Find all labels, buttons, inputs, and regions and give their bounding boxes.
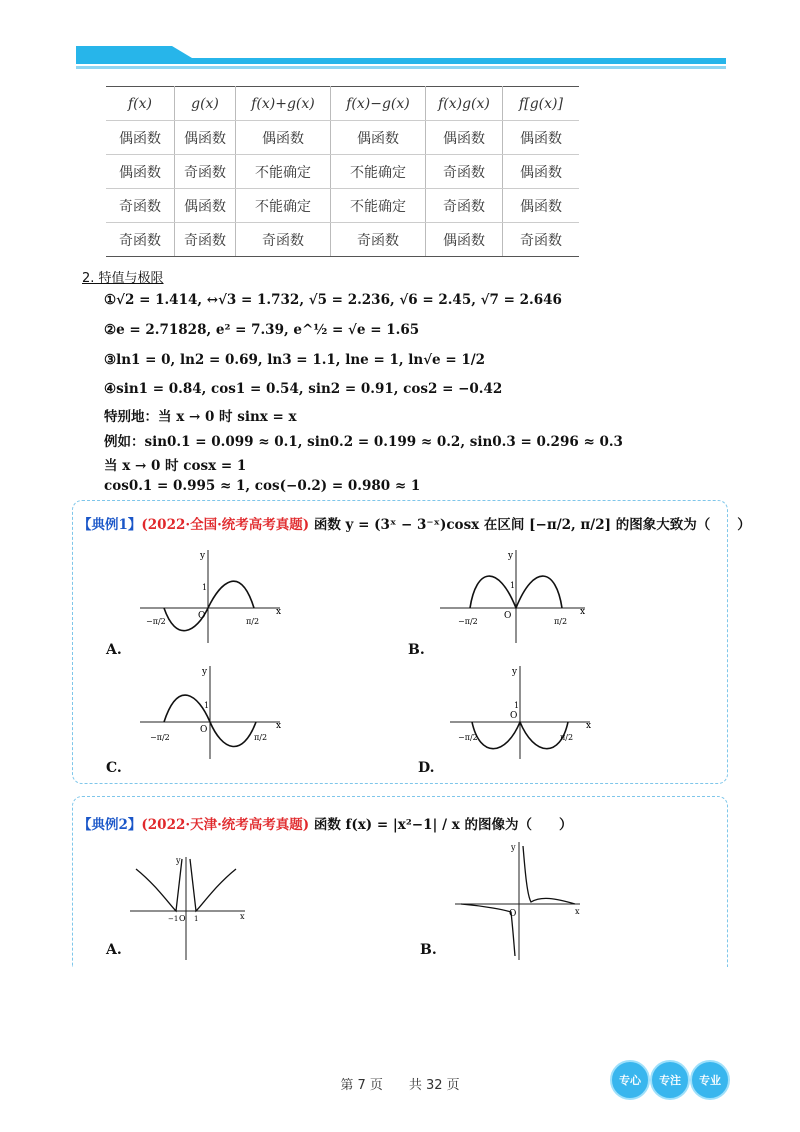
x-label: x	[586, 721, 592, 731]
table-cell: 奇函数	[426, 155, 503, 189]
example-1-title	[78, 513, 751, 533]
table-cell: 偶函数	[426, 121, 503, 155]
pi-2-label: π/2	[254, 733, 268, 742]
curve-left	[136, 859, 182, 911]
table-row	[106, 223, 579, 257]
badge-group	[610, 1060, 730, 1098]
x-label: x	[240, 912, 245, 921]
badge-professional: 专业	[690, 1060, 730, 1100]
one-label: 1	[194, 915, 199, 923]
table-cell: 不能确定	[331, 189, 426, 223]
table-cell: 偶函数	[236, 121, 331, 155]
option-c-label: C.	[106, 760, 122, 776]
graph-d	[450, 664, 600, 759]
table-header: f(x)+g(x)	[236, 87, 331, 121]
y-label: y	[512, 667, 518, 677]
table-cell: 偶函数	[175, 121, 236, 155]
table-cell: 奇函数	[331, 223, 426, 257]
curve-left	[461, 904, 515, 956]
table-cell: 不能确定	[331, 155, 426, 189]
pi-2-label: π/2	[560, 733, 574, 742]
option-2b-label: B.	[420, 942, 437, 958]
table-cell: 不能确定	[236, 189, 331, 223]
neg-pi-2-label: −π/2	[458, 617, 478, 626]
x-label: x	[276, 607, 282, 617]
x-label: x	[575, 907, 580, 916]
table-cell: 奇函数	[426, 189, 503, 223]
y-label: y	[511, 843, 516, 852]
curve-right	[190, 859, 236, 911]
badge-concentrate: 专注	[650, 1060, 690, 1100]
y-label: y	[202, 667, 208, 677]
table-row	[106, 121, 579, 155]
one-label: 1	[514, 701, 520, 710]
neg-pi-2-label: −π/2	[146, 617, 166, 626]
table-header: f[g(x)]	[503, 87, 580, 121]
table-header: f(x)	[106, 87, 175, 121]
table-row	[106, 155, 579, 189]
fact-line-4: ④sin1 = 0.84, cos1 = 0.54, sin2 = 0.91, cos2 = −0.42	[104, 381, 503, 397]
x-label: x	[580, 607, 586, 617]
graph-2a	[130, 855, 250, 960]
section-title: 2. 特值与极限	[82, 271, 164, 286]
neg-pi-2-label: −π/2	[458, 733, 478, 742]
option-b-label: B.	[408, 642, 425, 658]
example-2-title	[78, 813, 572, 833]
option-2a-label: A.	[106, 942, 122, 958]
origin-label: O	[510, 711, 518, 721]
pi-2-label: π/2	[246, 617, 260, 626]
graph-b	[440, 548, 590, 643]
table-cell: 偶函数	[175, 189, 236, 223]
graph-c	[140, 664, 290, 759]
one-label: 1	[510, 581, 516, 590]
origin-label: O	[179, 914, 186, 923]
fact-line-3: ③ln1 = 0, ln2 = 0.69, ln3 = 1.1, lne = 1, ln√e = 1/2	[104, 352, 486, 368]
example-2-question: 函数 f(x) = |x²−1| / x 的图像为（ ）	[313, 817, 573, 833]
option-a-label: A.	[106, 642, 122, 658]
table-cell: 偶函数	[426, 223, 503, 257]
origin-label: O	[198, 611, 206, 621]
y-label: y	[176, 856, 181, 865]
option-d-label: D.	[418, 760, 435, 776]
graph-2b	[455, 840, 585, 960]
fact-line-1: ①√2 = 1.414, ↔√3 = 1.732, √5 = 2.236, √6 = 2.45, √7 = 2.646	[104, 292, 562, 308]
origin-label: O	[504, 611, 512, 621]
example-1-source: (2022·全国·统考高考真题)	[141, 517, 310, 533]
fact-line-7: 当 x → 0 时 cosx = 1	[104, 458, 247, 474]
header-bar	[76, 46, 726, 70]
table-cell: 奇函数	[106, 189, 175, 223]
badge-focus-heart: 专心	[610, 1060, 650, 1100]
x-label: x	[276, 721, 282, 731]
curve	[164, 581, 254, 630]
y-label: y	[508, 551, 514, 561]
curve-right	[523, 846, 575, 904]
table-cell: 偶函数	[503, 189, 580, 223]
table-cell: 奇函数	[175, 223, 236, 257]
table-header: g(x)	[175, 87, 236, 121]
fact-line-8: cos0.1 = 0.995 ≈ 1, cos(−0.2) = 0.980 ≈ 1	[104, 478, 421, 494]
y-label: y	[200, 551, 206, 561]
pi-2-label: π/2	[554, 617, 568, 626]
one-label: 1	[202, 583, 208, 592]
table-header-row	[106, 87, 579, 121]
table-cell: 偶函数	[331, 121, 426, 155]
table-cell: 奇函数	[175, 155, 236, 189]
graph-a	[140, 548, 290, 643]
table-header: f(x)g(x)	[426, 87, 503, 121]
fact-line-2: ②e = 2.71828, e² = 7.39, e^½ = √e = 1.65	[104, 322, 420, 338]
table-cell: 偶函数	[106, 121, 175, 155]
table-cell: 偶函数	[503, 121, 580, 155]
table-cell: 偶函数	[503, 155, 580, 189]
example-1-question: 函数 y = (3ˣ − 3⁻ˣ)cosx 在区间 [−π/2, π/2] 的图象大致为（ ）	[313, 517, 751, 533]
example-1-tag: 【典例1】	[78, 517, 142, 533]
table-header: f(x)−g(x)	[331, 87, 426, 121]
neg-one-label: −1	[168, 915, 179, 923]
fact-line-5: 特别地：当 x → 0 时 sinx = x	[104, 409, 297, 425]
example-2-source: (2022·天津·统考高考真题)	[141, 817, 310, 833]
example-2-tag: 【典例2】	[78, 817, 142, 833]
table-cell: 偶函数	[106, 155, 175, 189]
page-footer: 第 7 页 共 32 页	[340, 1078, 460, 1093]
origin-label: O	[509, 909, 517, 919]
table-row	[106, 189, 579, 223]
table-cell: 奇函数	[236, 223, 331, 257]
one-label: 1	[204, 701, 210, 710]
fact-line-6: 例如：sin0.1 = 0.099 ≈ 0.1, sin0.2 = 0.199 ≈ 0.2, sin0.3 = 0.296 ≈ 0.3	[104, 434, 623, 450]
origin-label: O	[200, 725, 208, 735]
table-cell: 不能确定	[236, 155, 331, 189]
neg-pi-2-label: −π/2	[150, 733, 170, 742]
table-cell: 奇函数	[106, 223, 175, 257]
parity-table	[106, 86, 579, 257]
table-cell: 奇函数	[503, 223, 580, 257]
